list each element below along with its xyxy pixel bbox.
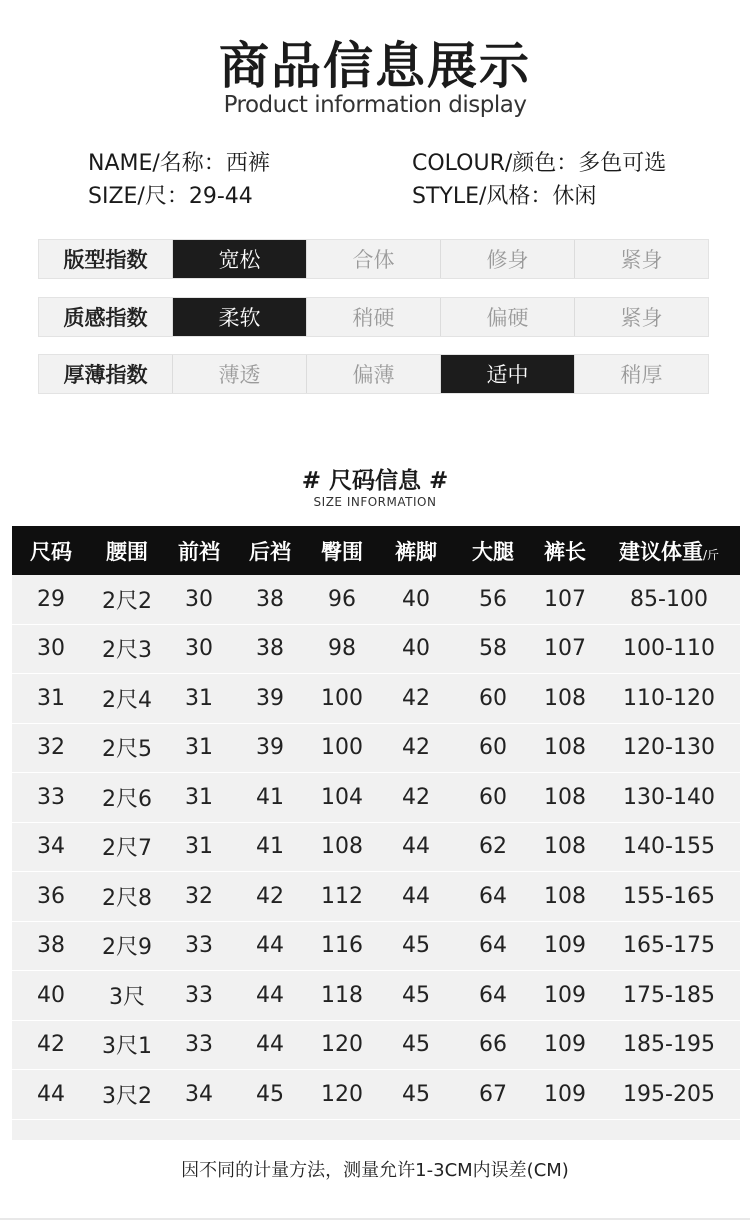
info-name (88, 146, 270, 177)
info-style-label: STYLE/风格： (412, 184, 553, 209)
table-row (12, 1070, 740, 1120)
info-size-value: 29-44 (188, 184, 253, 209)
size-table (12, 526, 740, 1140)
table-cell: 42 (402, 685, 430, 711)
table-header-cell: 尺码 (30, 539, 72, 564)
table-cell: 96 (328, 586, 356, 612)
table-cell: 100 (321, 735, 363, 761)
table-row (12, 971, 740, 1021)
table-cell: 2尺5 (102, 737, 152, 763)
table-cell: 110-120 (623, 685, 715, 711)
table-cell: 33 (185, 1032, 213, 1058)
table-cell: 2尺4 (102, 687, 152, 713)
info-colour-value: 多色可选 (578, 151, 667, 176)
table-footer-pad (12, 1120, 740, 1140)
metric-option: 薄透 (172, 355, 306, 393)
table-cell: 60 (479, 784, 507, 810)
table-cell: 44 (256, 933, 284, 959)
table-cell: 42 (402, 735, 430, 761)
metric-label: 质感指数 (63, 306, 148, 330)
info-size (88, 179, 253, 210)
table-cell: 2尺2 (102, 588, 152, 614)
metric-row-fit (38, 239, 709, 279)
table-cell: 41 (256, 784, 284, 810)
table-cell: 62 (479, 834, 507, 860)
page-title: 商品信息展示 (219, 37, 531, 95)
table-cell: 109 (544, 933, 586, 959)
table-cell: 120-130 (623, 735, 715, 761)
table-cell: 45 (402, 982, 430, 1008)
metric-label: 版型指数 (63, 248, 148, 272)
info-name-label: NAME/名称： (88, 151, 226, 176)
table-cell: 31 (185, 834, 213, 860)
table-cell: 44 (402, 883, 430, 909)
table-cell: 108 (544, 834, 586, 860)
table-cell: 100 (321, 685, 363, 711)
table-cell: 3尺 (109, 984, 145, 1010)
table-cell: 56 (479, 586, 507, 612)
table-cell: 45 (402, 1081, 430, 1107)
table-row (12, 724, 740, 774)
table-cell: 2尺6 (102, 786, 152, 812)
metric-option: 紧身 (574, 298, 708, 336)
table-cell: 108 (544, 784, 586, 810)
table-row (12, 872, 740, 922)
table-header-cell: 裤脚 (395, 539, 437, 564)
table-cell: 42 (37, 1032, 65, 1058)
table-cell: 108 (544, 685, 586, 711)
table-cell: 45 (402, 933, 430, 959)
table-header-cell: 大腿 (472, 539, 514, 564)
table-cell: 38 (37, 933, 65, 959)
metric-option: 柔软 (172, 298, 306, 336)
table-row (12, 823, 740, 873)
table-header-weight (598, 536, 740, 566)
table-cell: 44 (256, 1032, 284, 1058)
metric-option: 偏薄 (306, 355, 440, 393)
table-cell: 39 (256, 735, 284, 761)
table-header-cell: 前裆 (178, 539, 220, 564)
table-cell: 64 (479, 982, 507, 1008)
metric-option: 宽松 (172, 240, 306, 278)
table-cell: 98 (328, 636, 356, 662)
table-cell: 38 (256, 636, 284, 662)
table-cell: 112 (321, 883, 363, 909)
table-cell: 185-195 (623, 1032, 715, 1058)
table-cell: 118 (321, 982, 363, 1008)
table-cell: 2尺3 (102, 638, 152, 664)
table-cell: 195-205 (623, 1081, 715, 1107)
table-row (12, 625, 740, 675)
table-cell: 120 (321, 1032, 363, 1058)
table-cell: 42 (256, 883, 284, 909)
table-cell: 32 (37, 735, 65, 761)
table-cell: 66 (479, 1032, 507, 1058)
table-cell: 58 (479, 636, 507, 662)
table-header-cell: 裤长 (544, 539, 586, 564)
metric-option: 偏硬 (440, 298, 574, 336)
metric-option: 稍硬 (306, 298, 440, 336)
metric-option: 紧身 (574, 240, 708, 278)
table-cell: 42 (402, 784, 430, 810)
table-cell: 33 (37, 784, 65, 810)
table-cell: 108 (544, 883, 586, 909)
table-cell: 33 (185, 933, 213, 959)
table-cell: 109 (544, 982, 586, 1008)
table-row (12, 922, 740, 972)
table-cell: 44 (256, 982, 284, 1008)
info-name-value: 西裤 (225, 151, 270, 176)
table-cell: 29 (37, 586, 65, 612)
table-row (12, 674, 740, 724)
table-cell: 107 (544, 636, 586, 662)
table-cell: 155-165 (623, 883, 715, 909)
table-cell: 67 (479, 1081, 507, 1107)
table-cell: 39 (256, 685, 284, 711)
table-cell: 44 (37, 1081, 65, 1107)
info-style (412, 179, 596, 210)
table-cell: 30 (37, 636, 65, 662)
table-cell: 85-100 (630, 586, 708, 612)
table-cell: 60 (479, 685, 507, 711)
table-cell: 34 (185, 1081, 213, 1107)
table-cell: 31 (185, 735, 213, 761)
table-cell: 130-140 (623, 784, 715, 810)
measurement-note: 因不同的计量方法，测量允许1-3CM内误差(CM) (181, 1160, 569, 1181)
table-cell: 30 (185, 636, 213, 662)
metric-option: 合体 (306, 240, 440, 278)
info-style-value: 休闲 (552, 184, 597, 209)
metric-option: 稍厚 (574, 355, 708, 393)
table-cell: 2尺8 (102, 885, 152, 911)
table-cell: 120 (321, 1081, 363, 1107)
divider (0, 1218, 750, 1220)
table-cell: 3尺2 (102, 1083, 152, 1109)
size-info-title: # 尺码信息 # (301, 468, 449, 494)
table-cell: 109 (544, 1081, 586, 1107)
info-colour-label: COLOUR/颜色： (412, 151, 579, 176)
metric-row-thickness (38, 354, 709, 394)
table-body (12, 575, 740, 1120)
table-cell: 38 (256, 586, 284, 612)
table-cell: 45 (402, 1032, 430, 1058)
table-cell: 34 (37, 834, 65, 860)
weight-unit: /斤 (702, 547, 720, 562)
metric-option: 适中 (440, 355, 574, 393)
table-cell: 109 (544, 1032, 586, 1058)
table-cell: 104 (321, 784, 363, 810)
table-cell: 40 (37, 982, 65, 1008)
table-cell: 44 (402, 834, 430, 860)
table-cell: 40 (402, 586, 430, 612)
table-cell: 165-175 (623, 933, 715, 959)
table-header-row (12, 526, 740, 575)
table-cell: 60 (479, 735, 507, 761)
metric-option: 修身 (440, 240, 574, 278)
table-cell: 45 (256, 1081, 284, 1107)
table-cell: 140-155 (623, 834, 715, 860)
table-cell: 64 (479, 933, 507, 959)
table-cell: 41 (256, 834, 284, 860)
table-cell: 40 (402, 636, 430, 662)
table-cell: 31 (185, 685, 213, 711)
table-cell: 107 (544, 586, 586, 612)
table-cell: 64 (479, 883, 507, 909)
table-header-cell: 后裆 (249, 539, 291, 564)
metric-label: 厚薄指数 (63, 363, 148, 387)
table-cell: 31 (185, 784, 213, 810)
table-cell: 36 (37, 883, 65, 909)
table-cell: 100-110 (623, 636, 715, 662)
table-cell: 2尺7 (102, 836, 152, 862)
metric-row-texture (38, 297, 709, 337)
info-colour (412, 146, 666, 177)
table-header-cell: 臀围 (321, 539, 363, 564)
table-row (12, 575, 740, 625)
table-header-cell: 建议体重 (618, 539, 703, 564)
table-cell: 3尺1 (102, 1034, 152, 1060)
table-header-cell: 腰围 (106, 539, 148, 564)
table-cell: 31 (37, 685, 65, 711)
table-cell: 108 (544, 735, 586, 761)
table-cell: 33 (185, 982, 213, 1008)
page-subtitle: Product information display (223, 92, 527, 118)
size-info-subtitle: SIZE INFORMATION (313, 495, 437, 509)
table-row (12, 1021, 740, 1071)
table-cell: 108 (321, 834, 363, 860)
table-row (12, 773, 740, 823)
table-cell: 175-185 (623, 982, 715, 1008)
table-cell: 2尺9 (102, 935, 152, 961)
table-cell: 30 (185, 586, 213, 612)
table-cell: 116 (321, 933, 363, 959)
table-cell: 32 (185, 883, 213, 909)
info-size-label: SIZE/尺： (88, 184, 189, 209)
